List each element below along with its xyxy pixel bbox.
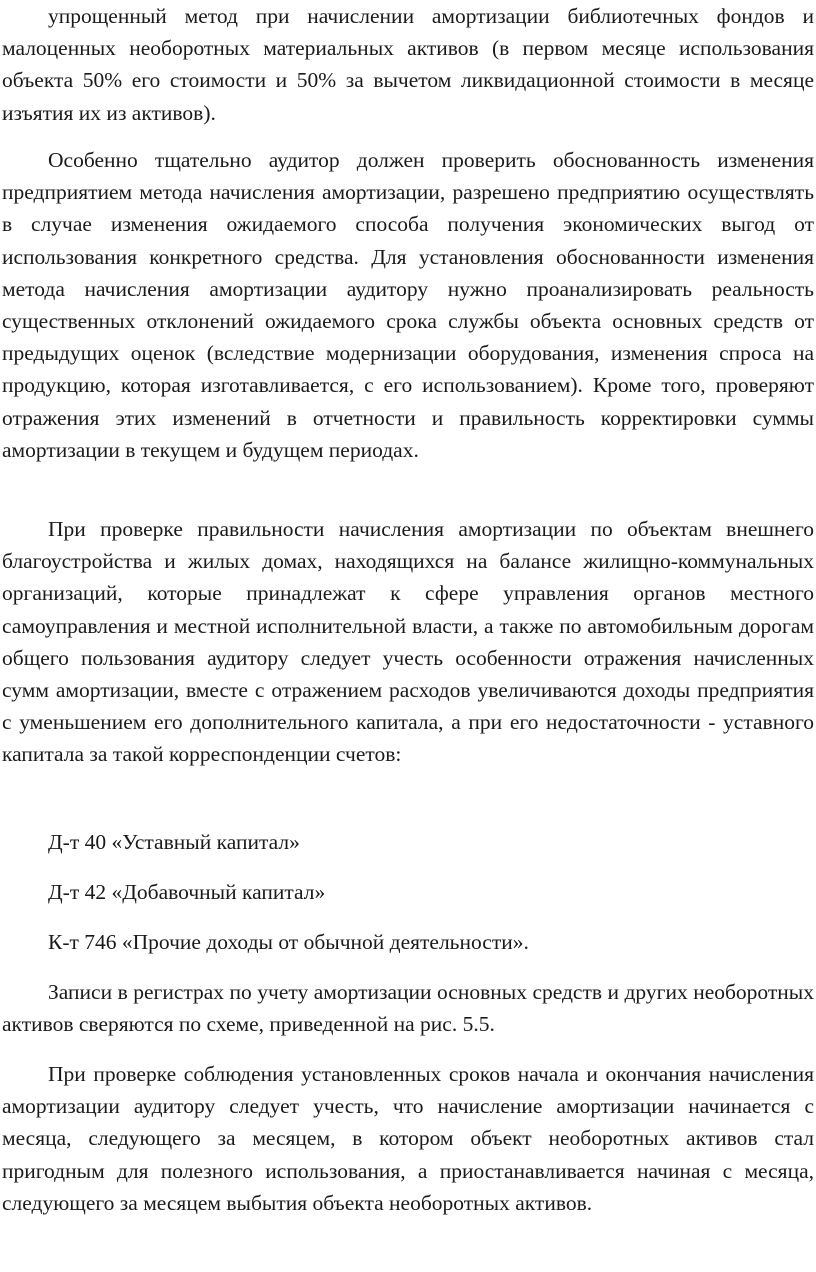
paragraph-external-improvement: При проверке правильности начисления амортизации по объектам внешнего благоустройства и жилых домах, находящихся на балансе жилищно-коммунальных организаций, которые принадлежат к сфере управления органов местного самоуправления и местной исполнительной власти, а также по автомобильным дорогам общего пользования аудитору следует учесть особенности отражения начисленных сумм амортизации, вместе с отражением расходов увеличиваются доходы предприятия с уменьшением его дополнительного капитала, а при его недостаточности - уставного капитала за такой корреспонденции счетов: (2, 517, 814, 767)
paragraph-terms: При проверке соблюдения установленных сроков начала и окончания начисления амортизации аудитору следует учесть, что начисление амортизации начинается с месяца, следующего за месяцем, в котором объект необоротных активов стал пригодным для полезного использования, а приостанавливается начиная с месяца, следующего за месяцем выбытия объекта необоротных активов. (2, 1062, 814, 1215)
entry-debit-40: Д-т 40 «Уставный капитал» (48, 830, 300, 854)
entry-debit-42: Д-т 42 «Добавочный капитал» (48, 880, 326, 904)
entry-credit-746: К-т 746 «Прочие доходы от обычной деятельности». (48, 930, 529, 954)
paragraph-continuation: упрощенный метод при начислении амортизации библиотечных фондов и малоценных необоротных материальных активов (в первом месяце использования объекта 50% его стоимости и 50% за вычетом ликвидационной стоимости в месяце изъятия их из активов). (2, 4, 814, 125)
paragraph-method-change: Особенно тщательно аудитор должен проверить обоснованность изменения предприятием метода начисления амортизации, разрешено предприятию осуществлять в случае изменения ожидаемого способа получения экономических выгод от использования конкретного средства. Для установления обоснованности изменения метода начисления амортизации аудитору нужно проанализировать реальность существенных отклонений ожидаемого срока службы объекта основных средств от предыдущих оценок (вследствие модернизации оборудования, изменения спроса на продукцию, которая изготавливается, с его использованием). Кроме того, проверяют отражения этих изменений в отчетности и правильность корректировки суммы амортизации в текущем и будущем периодах. (2, 148, 814, 462)
paragraph-registers: Записи в регистрах по учету амортизации основных средств и других необоротных активов сверяются по схеме, приведенной на рис. 5.5. (2, 980, 814, 1037)
